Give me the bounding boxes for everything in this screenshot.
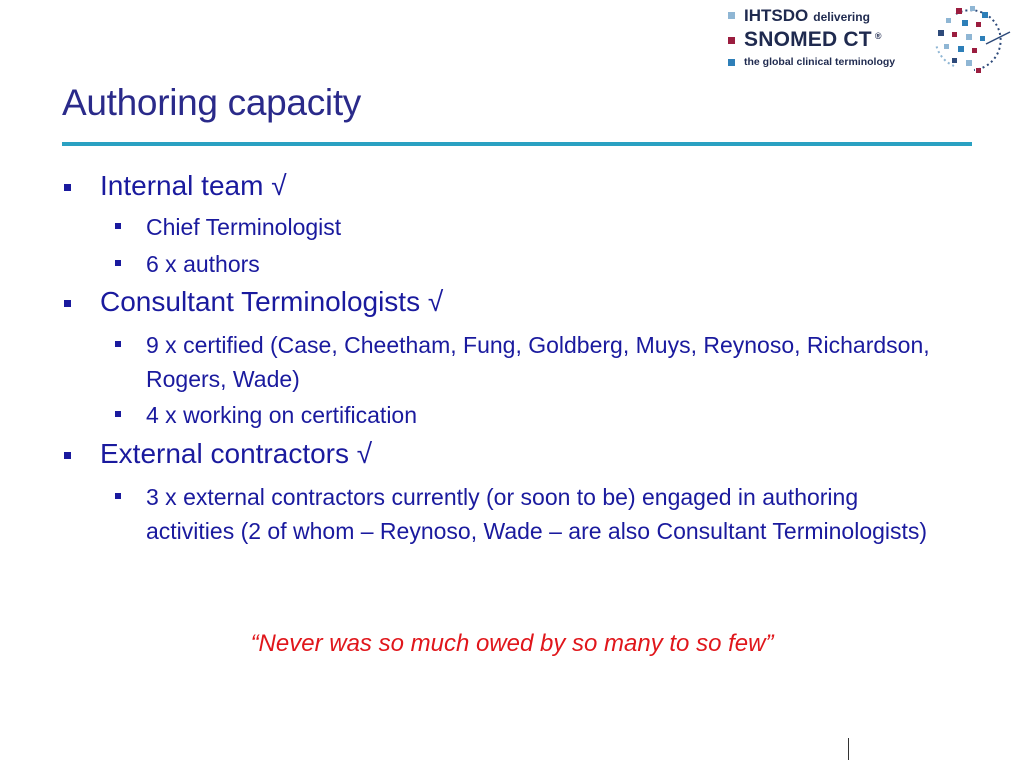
sub-bullet-item <box>146 398 966 432</box>
sub-bullet-text: Chief Terminologist <box>146 214 342 240</box>
logo-ihtsdo: IHTSDO <box>744 6 809 25</box>
page-title: Authoring capacity <box>62 82 362 123</box>
bullet-text: Consultant Terminologists √ <box>100 286 444 317</box>
bullet-square-icon <box>115 260 121 266</box>
bullet-square-icon <box>115 223 121 229</box>
bullet-item <box>100 438 372 470</box>
square-icon <box>728 37 735 44</box>
bullet-square-icon <box>115 493 121 499</box>
bullet-square-icon <box>64 300 71 307</box>
bullet-square-icon <box>115 411 121 417</box>
sub-bullet-item <box>146 480 936 548</box>
bullet-square-icon <box>64 184 71 191</box>
registered-mark: ® <box>874 31 882 41</box>
bullet-text: External contractors √ <box>100 438 373 469</box>
bullet-item <box>100 286 443 318</box>
logo-snomed-ct: SNOMED CT <box>744 28 872 51</box>
footer-divider <box>848 738 849 760</box>
snomed-swirl-icon <box>926 4 1018 78</box>
title-underline <box>62 142 972 146</box>
sub-bullet-text: 3 x external contractors currently (or soon to be) engaged in authoring activities (2 of whom – Reynoso, Wade – are also Consultant Terminologists) <box>146 484 928 544</box>
bullet-square-icon <box>115 341 121 347</box>
sub-bullet-item <box>146 247 966 281</box>
bullet-square-icon <box>64 452 71 459</box>
square-icon <box>728 12 735 19</box>
ihtsdo-snomed-logo <box>726 4 1018 78</box>
sub-bullet-text: 4 x working on certification <box>146 402 418 428</box>
sub-bullet-item <box>146 210 966 244</box>
square-icon <box>728 59 735 66</box>
quote-text: “Never was so much owed by so many to so few” <box>250 630 774 657</box>
bullet-item <box>100 170 287 202</box>
sub-bullet-item <box>146 328 976 396</box>
sub-bullet-text: 9 x certified (Case, Cheetham, Fung, Goldberg, Muys, Reynoso, Richardson, Rogers, Wade) <box>146 332 930 392</box>
bullet-text: Internal team √ <box>100 170 287 201</box>
logo-delivering: delivering <box>813 10 870 24</box>
logo-tagline: the global clinical terminology <box>744 56 896 68</box>
sub-bullet-text: 6 x authors <box>146 251 260 277</box>
